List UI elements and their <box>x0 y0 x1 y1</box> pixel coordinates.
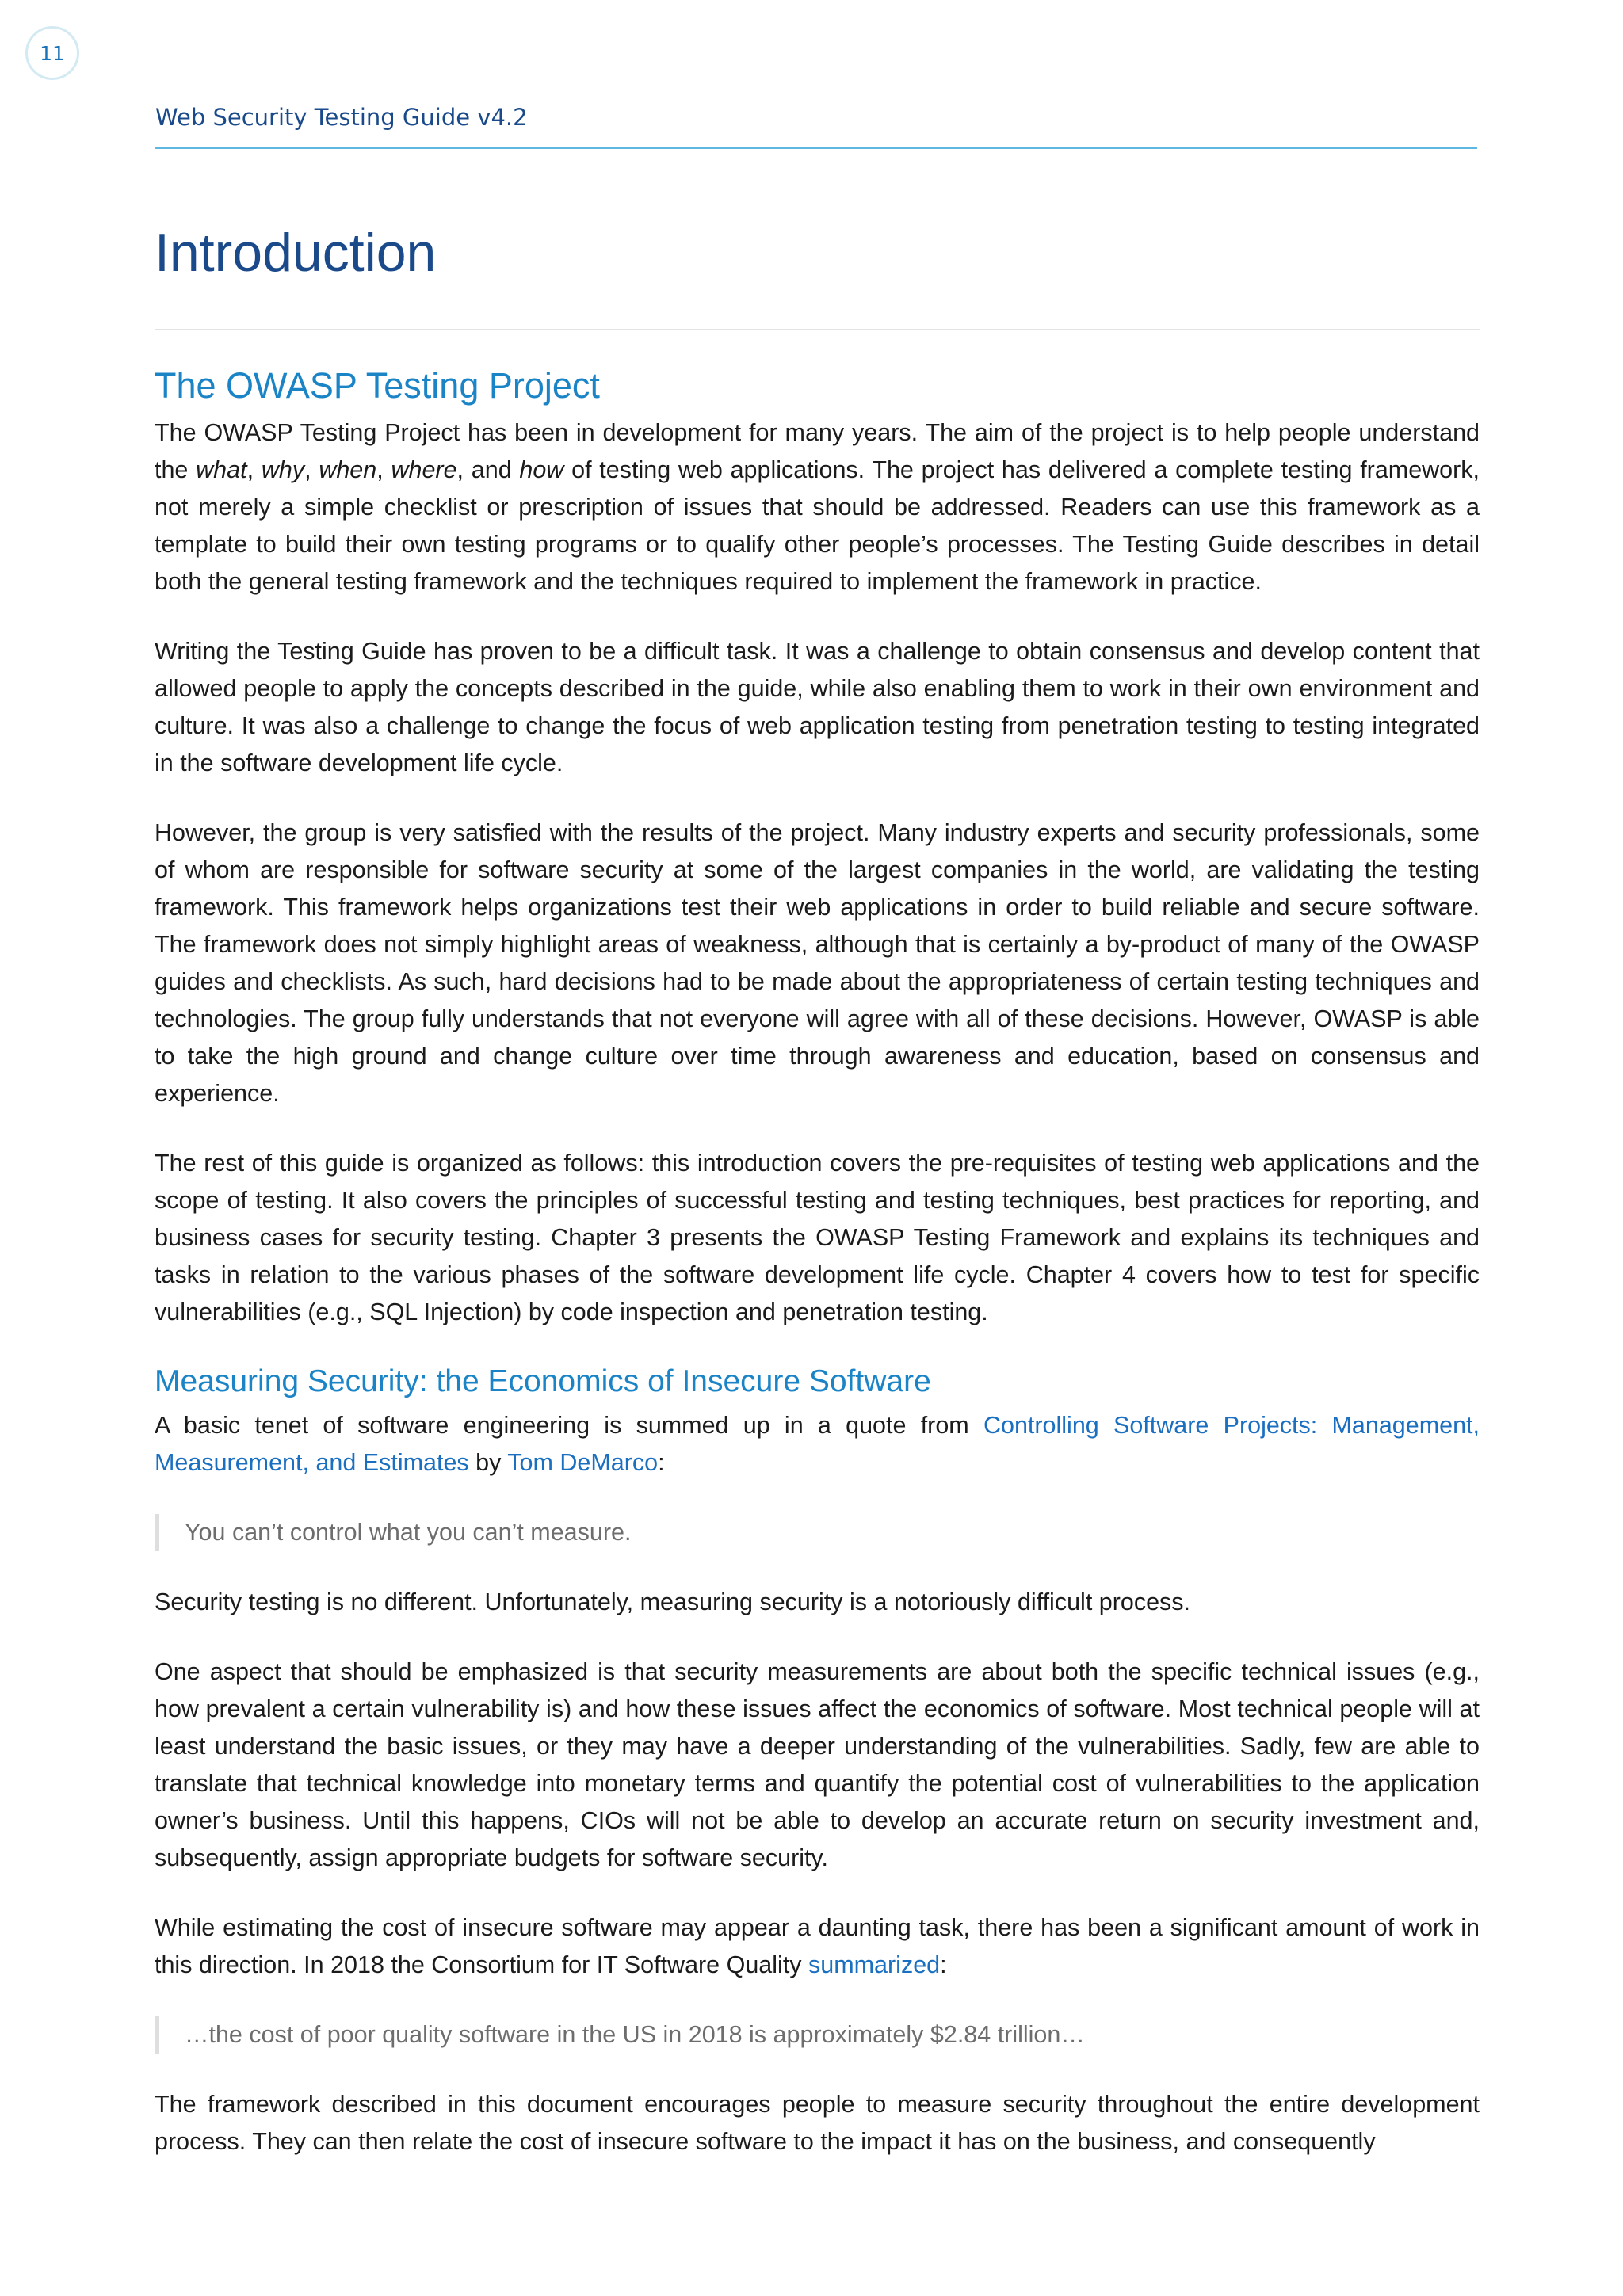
paragraph: Security testing is no different. Unfortunately, measuring security is a notoriously difficult process. <box>155 1589 1191 1616</box>
title-divider <box>155 329 1480 330</box>
paragraph: One aspect that should be emphasized is that security measurements are about both the specific technical issues (e.g., how prevalent a certain vulnerability is) and how these issues affect the economics of software. Most technical people will at least understand the basic issues, or they may have a deeper understanding of the vulnerabilities. Sadly, few are able to translate that technical knowledge into monetary terms and quantify the potential cost of vulnerabilities to the application owner’s business. Until this happens, CIOs will not be able to develop an accurate return on security investment and, subsequently, assign appropriate budgets for software security. <box>155 1658 1480 1872</box>
page-number <box>25 26 79 80</box>
header-rule <box>155 147 1477 149</box>
subsection-heading-measuring-security: Measuring Security: the Economics of Insecure Software <box>155 1363 931 1398</box>
link-tom-demarco[interactable]: Tom DeMarco <box>507 1449 659 1477</box>
document-body <box>155 223 1480 2193</box>
page-number-text: 11 <box>40 41 65 65</box>
paragraph: A basic tenet of software engineering is summed up in a quote from Controlling Software Projects: Management, Measurement, and Estimates by Tom DeMarco: <box>155 1412 1480 1477</box>
blockquote: …the cost of poor quality software in the US in 2018 is approximately $2.84 trillion… <box>155 2016 1480 2054</box>
paragraph: However, the group is very satisfied with the results of the project. Many industry experts and security professionals, some of whom are responsible for software security at some of the largest companies in the world, are validating the testing framework. This framework helps organizations test their web applications in order to build reliable and secure software. The framework does not simply highlight areas of weakness, although that is certainly a by-product of many of the OWASP guides and checklists. As such, hard decisions had to be made about the appropriateness of certain testing techniques and technologies. The group fully understands that not everyone will agree with all of these decisions. However, OWASP is able to take the high ground and change culture over time through awareness and education, based on consensus and experience. <box>155 818 1480 1107</box>
paragraph: While estimating the cost of insecure software may appear a daunting task, there has been a significant amount of work in this direction. In 2018 the Consortium for IT Software Quality summarized: <box>155 1914 1480 1979</box>
paragraph: Writing the Testing Guide has proven to be a difficult task. It was a challenge to obtain consensus and develop content that allowed people to apply the concepts described in the guide, while also enabling them to work in their own environment and culture. It was also a challenge to change the focus of web application testing from penetration testing to testing integrated in the software development life cycle. <box>155 637 1480 776</box>
chapter-title: Introduction <box>155 223 437 283</box>
blockquote: You can’t control what you can’t measure. <box>155 1514 1480 1551</box>
paragraph: The OWASP Testing Project has been in development for many years. The aim of the project is to help people understand the what, why, when, where, and how of testing web applications. The project has delivered a complete testing framework, not merely a simple checklist or prescription of issues that should be addressed. Readers can use this framework as a template to build their own testing programs or to qualify other people’s processes. The Testing Guide describes in detail both the general testing framework and the techniques required to implement the framework in practice. <box>155 418 1480 595</box>
running-header: Web Security Testing Guide v4.2 <box>155 104 528 131</box>
link-summarized[interactable]: summarized <box>808 1951 941 1979</box>
paragraph: The rest of this guide is organized as follows: this introduction covers the pre-requisites of testing web applications and the scope of testing. It also covers the principles of successful testing and testing techniques, best practices for reporting, and business cases for security testing. Chapter 3 presents the OWASP Testing Framework and explains its techniques and tasks in relation to the various phases of the software development life cycle. Chapter 4 covers how to test for specific vulnerabilities (e.g., SQL Injection) by code inspection and penetration testing. <box>155 1149 1480 1325</box>
section-heading-owasp-testing-project: The OWASP Testing Project <box>155 364 600 406</box>
paragraph: The framework described in this document encourages people to measure security throughout the entire development process. They can then relate the cost of insecure software to the impact it has on the business, and consequently <box>155 2091 1480 2156</box>
link-controlling-software-projects[interactable]: Controlling Software Projects: Management, Measurement, and Estimates <box>155 1412 1480 1477</box>
